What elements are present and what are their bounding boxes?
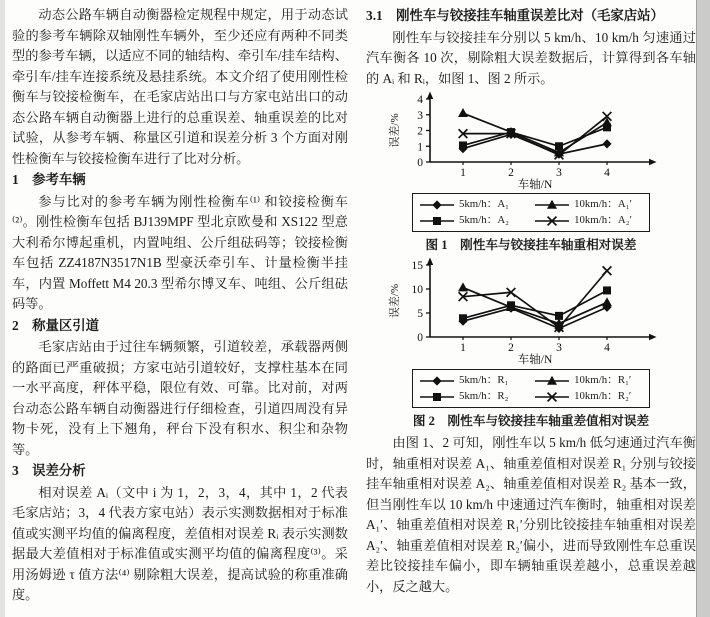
svg-text:10: 10 bbox=[411, 284, 423, 296]
section-1-heading: 1 参考车辆 bbox=[12, 172, 86, 187]
square-marker-icon bbox=[419, 215, 455, 227]
legend-item bbox=[419, 213, 520, 228]
legend-label: 5km/h：R₂ bbox=[459, 390, 509, 402]
svg-text:1: 1 bbox=[460, 342, 466, 354]
svg-text:2: 2 bbox=[417, 125, 423, 138]
legend-item bbox=[419, 389, 520, 404]
legend-item bbox=[419, 197, 520, 212]
svg-text:车轴/N: 车轴/N bbox=[517, 179, 553, 191]
svg-text:1: 1 bbox=[460, 167, 466, 179]
closing-paragraph: 由图 1、2 可知，刚性车以 5 km/h 低匀速通过汽车衡时，轴重相对误差 A₁、轴重差值相对误差 R₁ 分别与铰接挂车轴重相对误差 A₂、轴重差值相对误差 R₂ 基本一致，但当刚性车以 10 km/h 中速通过汽车衡时，轴重相对误差 A₁′、轴重差值相对误差 R₁′分别比铰接挂车轴重相对误差 A₂′、轴重差值相对误差 R₂′偏小，进而导致刚性车总重误差比铰接挂车偏小，即车辆轴重误差越小，总重误差越小，反之越大。 bbox=[366, 435, 696, 594]
svg-text:4: 4 bbox=[604, 342, 610, 354]
right-column bbox=[366, 5, 696, 606]
section-1-body: 参与比对的参考车辆为刚性检衡车⁽¹⁾ 和铰接检衡车⁽²⁾。刚性检衡车包括 BJ139MPF 型北京欧曼和 XS122 型意大利希尔博起重机，内置吨组、公斤组砝码等；铰接检衡车包括 ZZ4187N3517N1B 型豪沃牵引车、计量检衡半挂车，内置 Moffett M4 20.3 型希尔博叉车、吨组、公斤组砝码等。 bbox=[12, 193, 348, 311]
diamond-marker-icon bbox=[419, 375, 455, 387]
legend-item bbox=[534, 197, 643, 212]
legend-label: 5km/h：R₁ bbox=[459, 374, 509, 386]
svg-text:误差/%: 误差/% bbox=[389, 113, 401, 148]
legend-label: 5km/h：A₂ bbox=[459, 214, 509, 226]
svg-text:5: 5 bbox=[417, 308, 423, 320]
scan-edge-left bbox=[0, 0, 5, 617]
legend-label: 5km/h：A₁ bbox=[459, 198, 509, 210]
svg-text:3: 3 bbox=[556, 167, 562, 179]
section-3-1-heading: 3.1 刚性车与铰接挂车轴重误差比对（毛家店站） bbox=[366, 8, 664, 23]
svg-text:3: 3 bbox=[556, 342, 562, 354]
svg-text:2: 2 bbox=[508, 342, 514, 354]
section-2-body: 毛家店站由于过往车辆频繁，引道较差，承载器两侧的路面已严重破损；方家屯站引道较好，支撑柱基本在同一水平高度，秤体平稳，限位有效、可靠。比对前，对两台动态公路车辆自动衡器进行仔细检查，引道四周没有异物卡死，没有上下翘角，秤台下没有积水、积尘和杂物等。 bbox=[12, 339, 348, 457]
square-marker-icon bbox=[419, 391, 455, 403]
svg-text:误差/%: 误差/% bbox=[389, 283, 401, 319]
svg-text:0: 0 bbox=[417, 157, 423, 169]
figure-2-line-chart bbox=[385, 257, 677, 367]
x-marker-icon bbox=[534, 391, 570, 403]
figure-2-legend bbox=[412, 369, 650, 408]
figure-1 bbox=[366, 91, 696, 254]
legend-label: 10km/h：A₁′ bbox=[574, 198, 632, 210]
scan-edge-right bbox=[696, 0, 710, 617]
legend-item bbox=[534, 389, 643, 404]
legend-label: 10km/h：R₂′ bbox=[574, 390, 632, 402]
left-column bbox=[12, 5, 348, 606]
section-3-heading: 3 误差分析 bbox=[12, 463, 86, 478]
svg-text:0: 0 bbox=[417, 332, 423, 344]
legend-label: 10km/h：R₁′ bbox=[574, 374, 632, 386]
svg-text:15: 15 bbox=[411, 260, 423, 272]
legend-item bbox=[534, 373, 643, 388]
triangle-marker-icon bbox=[534, 199, 570, 211]
two-column-layout bbox=[12, 5, 696, 606]
triangle-marker-icon bbox=[534, 375, 570, 387]
figure-1-line-chart bbox=[385, 91, 677, 191]
diamond-marker-icon bbox=[419, 199, 455, 211]
svg-text:4: 4 bbox=[417, 94, 423, 106]
figure-1-legend bbox=[412, 193, 650, 232]
figure-1-caption: 图 1 刚性车与铰接挂车轴重相对误差 bbox=[425, 238, 637, 252]
svg-text:2: 2 bbox=[508, 167, 514, 179]
figure-2 bbox=[366, 257, 696, 430]
svg-text:车轴/N: 车轴/N bbox=[517, 354, 553, 366]
section-3-1-intro: 刚性车与铰接挂车分别以 5 km/h、10 km/h 匀速通过汽车衡各 10 次，剔除粗大误差数据后，计算得到各车轴的 Aᵢ 和 Rᵢ，如图 1、图 2 所示。 bbox=[366, 29, 696, 86]
figure-2-caption: 图 2 刚性车与铰接挂车轴重差值相对误差 bbox=[412, 414, 650, 428]
legend-label: 10km/h：A₂′ bbox=[574, 214, 632, 226]
svg-text:1: 1 bbox=[417, 141, 423, 154]
intro-paragraph: 动态公路车辆自动衡器检定规程中规定，用于动态试验的参考车辆除双轴刚性车辆外，至少还应有两种不同类型的参考车辆，以适应不同的轴结构、牵引车/挂车结构、牵引车/挂车连接系统及悬挂系统。本文介绍了使用刚性检衡车与铰接检衡车，在毛家店站出口与方家屯站出口的动态公路车辆自动衡器上进行的总重误差、轴重误差的比对试验，从参考车辆、称量区引道和误差分析 3 个方面对刚性检衡车与铰接检衡车进行了比对分析。 bbox=[12, 7, 348, 166]
section-2-heading: 2 称量区引道 bbox=[12, 317, 100, 333]
legend-item bbox=[419, 373, 520, 388]
x-marker-icon bbox=[534, 215, 570, 227]
legend-item bbox=[534, 213, 643, 228]
section-3-body: 相对误差 Aᵢ（文中 i 为 1，2，3，4，其中 1，2 代表毛家店站；3，4 代表方家屯站）表示实测数据相对于标准值或实测平均值的偏离程度，差值相对误差 Rᵢ 表示实测数据最大差值相对于标准值或实测平均值的偏离程度⁽³⁾。采用汤姆逊 τ 值方法⁽⁴⁾ 剔除粗大误差，提高试验的称重准确度。 bbox=[12, 484, 348, 602]
svg-text:3: 3 bbox=[417, 109, 423, 122]
svg-text:4: 4 bbox=[604, 167, 610, 179]
